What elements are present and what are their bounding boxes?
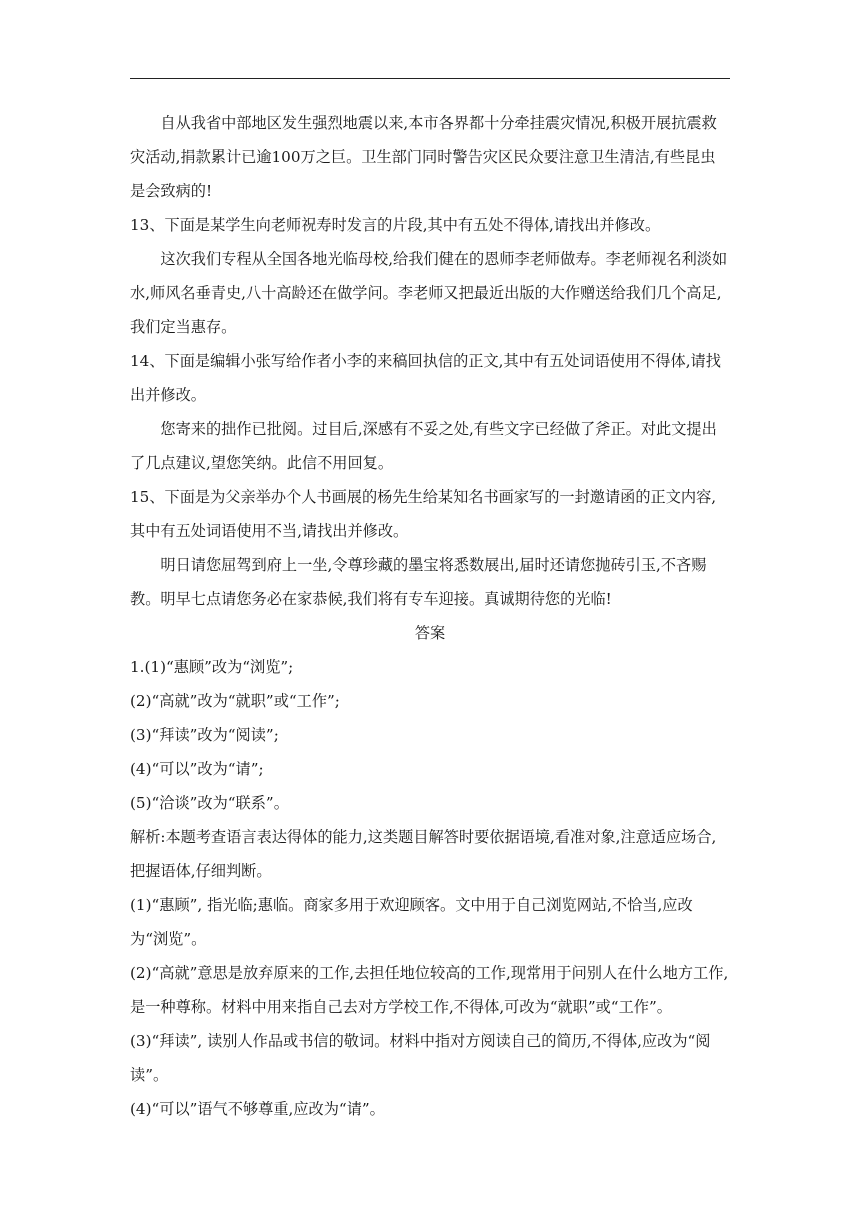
answer-item: 1.(1)“惠顾”改为“浏览”; (130, 658, 294, 676)
analysis-intro: 解析:本题考查语言表达得体的能力,这类题目解答时要依据语境,看准对象,注意适应场合,把握语体,仔细判断。 (130, 828, 717, 880)
question-15: 15、下面是为父亲举办个人书画展的杨先生给某知名书画家写的一封邀请函的正文内容,其中有五处词语使用不当,请找出并修改。 (130, 488, 717, 540)
answer-item: (5)“洽谈”改为“联系”。 (130, 794, 289, 812)
document-body (130, 106, 730, 1126)
analysis-item: (2)“高就”意思是放弃原来的工作,去担任地位较高的工作,现常用于问别人在什么地方工作,是一种尊称。材料中用来指自己去对方学校工作,不得体,可改为“就职”或“工作”。 (130, 964, 729, 1016)
passage-paragraph: 明日请您屈驾到府上一坐,令尊珍藏的墨宝将悉数展出,届时还请您抛砖引玉,不吝赐教。明早七点请您务必在家恭候,我们将有专车迎接。真诚期待您的光临! (130, 556, 707, 608)
question-13: 13、下面是某学生向老师祝寿时发言的片段,其中有五处不得体,请找出并修改。 (130, 216, 661, 234)
answer-item: (4)“可以”改为“请”; (130, 760, 264, 778)
passage-paragraph: 您寄来的拙作已批阅。过目后,深感有不妥之处,有些文字已经做了斧正。对此文提出了几点建议,望您笑纳。此信不用回复。 (130, 420, 717, 472)
analysis-item: (1)“惠顾”, 指光临;惠临。商家多用于欢迎顾客。文中用于自己浏览网站,不恰当,应改为“浏览”。 (130, 896, 693, 948)
passage-paragraph: 自从我省中部地区发生强烈地震以来,本市各界都十分牵挂震灾情况,积极开展抗震救灾活动,捐款累计已逾100万之巨。卫生部门同时警告灾区民众要注意卫生清洁,有些昆虫是会致病的! (130, 114, 717, 200)
question-14: 14、下面是编辑小张写给作者小李的来稿回执信的正文,其中有五处词语使用不得体,请找出并修改。 (130, 352, 721, 404)
passage-paragraph: 这次我们专程从全国各地光临母校,给我们健在的恩师李老师做寿。李老师视名利淡如水,师风名垂青史,八十高龄还在做学问。李老师又把最近出版的大作赠送给我们几个高足,我们定当惠存。 (130, 250, 728, 336)
answer-item: (2)“高就”改为“就职”或“工作”; (130, 692, 340, 710)
analysis-item: (3)“拜读”, 读别人作品或书信的敬词。材料中指对方阅读自己的简历,不得体,应改为“阅读”。 (130, 1032, 711, 1084)
header-rule (130, 78, 730, 79)
answer-item: (3)“拜读”改为“阅读”; (130, 726, 279, 744)
answer-heading: 答案 (414, 624, 446, 642)
analysis-item: (4)“可以”语气不够尊重,应改为“请”。 (130, 1100, 385, 1118)
